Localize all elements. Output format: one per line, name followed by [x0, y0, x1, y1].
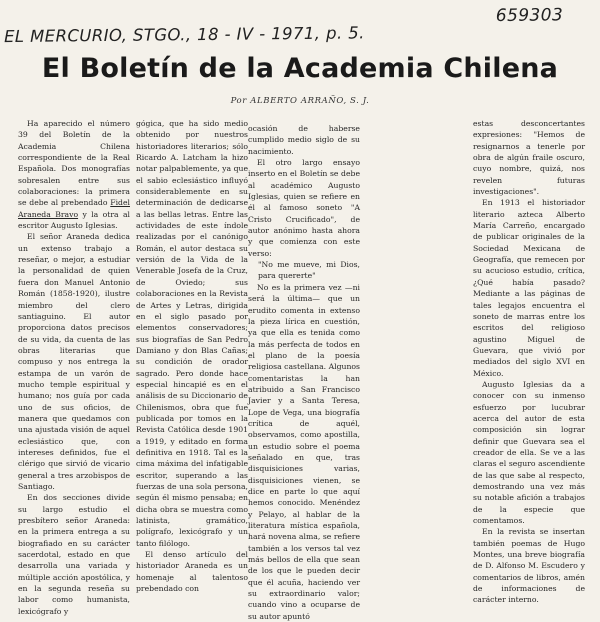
quoted-verse: "No me mueve, mi Dios, para quererte": [258, 260, 360, 281]
paragraph: El otro largo ensayo inserto en el Boletín se debe al académico Augusto Iglesias, quien se refiere en él al famoso soneto "A Cristo Crucificado", de autor anónimo hasta ahora y que comienza con este verso:: [248, 158, 360, 258]
article-column-1: [18, 118, 131, 616]
paragraph: No es la primera vez —ni será la última— que un erudito comenta in extenso la pieza lírica en cuestión, ya que ella es tenida como la más perfecta de todos en el plano de la poesía religiosa castellana. Algunos comentaristas la han atribuido a San Francisco Javier y a Santa Teresa, Lope de Vega, una biografía crítica de aquél, observamos, como apostilla, un estudio sobre el poema señalado en que, tras disquisiciones varias, disquisiciones vienen, se dice en parte lo que aquí hemos conocido. Menéndez y Pelayo, al hablar de la literatura mística española, hará novena alma, se refiere también a los versos tal vez más bellos de ella que sean de los que le pueden decir que él acuña, haciendo ver su extraordinario valor; cuando vino a ocuparse de su autor apuntó: [248, 282, 360, 621]
paragraph: Augusto Iglesias da a conocer con su inmenso esfuerzo por lucubrar acerca del autor de esta composición sin lograr definir que Guevara sea el creador de ella. Se ve a las claras el seguro ascendiente de las que sabe al respecto, demostrando una vez más su notable afición a trabajos de la especie que comentamos.: [473, 379, 585, 526]
paragraph: ocasión de haberse cumplido medio siglo de su nacimiento.: [248, 124, 360, 156]
paragraph: gógica, que ha sido medio obtenido por nuestros historiadores literarios; sólo Ricardo A. Latcham la hizo notar palpablemente, ya que el sabio eclesiástico influyó considerablemente en su determinación de dedicarse a las bellas letras. Entre las actividades de este índole realizadas por el canónigo Román, el autor destaca su versión de la Vida de la Venerable Josefa de la Cruz, de Oviedo; sus colaboraciones en la Revista de Artes y Letras, dirigida en el siglo pasado por elementos conservadores; sus biografías de San Pedro Damiano y don Blas Cañas; su condición de orador sagrado. Pero donde hace especial hincapié es en el análisis de su Diccionario de Chilenismos, obra que fue publicada por tomos en la Revista Católica desde 1901 a 1919, y editado en forma definitiva en 1918. Tal es la cima máxima del infatigable escritor, superando a las fuerzas de una sola persona, según él mismo pensaba; en dicha obra se muestra como latinista, gramático, polígrafo, lexicógrafo y un tanto filólogo.: [136, 119, 248, 548]
paragraph: En la revista se insertan también poemas de Hugo Montes, una breve biografía de D. Alfonso M. Escudero y comentarios de libros, amén de informaciones de carácter interno.: [473, 527, 585, 605]
paragraph: estas desconcertantes expresiones: "Hemos de resignarnos a tenerle por obra de algún fraile oscuro, cuyo nombre, quizá, nos revelen futuras investigaciones".: [473, 119, 585, 197]
article-column-4: [473, 118, 585, 605]
article-byline: Por ALBERTO ARRAÑO, S. J.: [230, 96, 370, 106]
article-column-2: [136, 118, 248, 594]
handwritten-citation: EL MERCURIO, STGO., 18 - IV - 1971, p. 5.: [3, 23, 365, 47]
paragraph: En dos secciones divide su largo estudio el presbítero señor Araneda: en la primera entrega a su biografiado en su carácter sacerdotal, estado en que desarrolla una variada y múltiple acción apostólica, y en la segunda reseña su labor como humanista, lexicógrafo y: [18, 493, 130, 616]
handwritten-source-note: [3, 5, 596, 49]
article-title: El Boletín de la Academia Chilena: [41, 53, 559, 84]
paragraph: [18, 118, 130, 231]
paragraph: En 1913 el historiador literario azteca Alberto María Carreño, encargado de publicar originales de la Sociedad Mexicana de Geografía, que remecen por su acucioso estudio, crítica, ¿Qué había pasado? Mediante a las páginas de tales legajos encuentra el soneto de marras entre los escritos del religioso agustino Miguel de Guevara, que vivió por mediados del siglo XVI en México.: [473, 198, 585, 378]
paragraph: El señor Araneda dedica un extenso trabajo a reseñar, o mejor, a estudiar la personalidad de quien fuera don Manuel Antonio Román (1858-1920), ilustre miembro del clero santiaguino. El autor proporciona datos precisos de su vida, da cuenta de las obras literarias que compuso y nos entrega la estampa de un varón de mucho temple espiritual y humano; nos guía por cada uno de sus oficios, de manera que quedamos con una ajustada visión de aquel eclesiástico que, con intereses definidos, fue el clérigo que sirvió de vicario general a tres arzobispos de Santiago.: [18, 232, 130, 491]
paragraph: El denso artículo del historiador Araneda es un homenaje al talentoso prebendado con: [136, 550, 248, 594]
paragraph-text: Ha aparecido el número 39 del Boletín de la Academia Chilena correspondiente de la Real Española. Dos monografías sobresalen entre sus colaboraciones: la primera se debe al prebendado: [18, 119, 130, 208]
paragraph-text: y la otra al escritor Augusto Iglesias.: [18, 209, 131, 231]
author-name-underlined: Fidel Araneda Bravo: [18, 198, 130, 219]
catalog-number: 659303: [495, 5, 564, 26]
article-column-3: [248, 123, 360, 621]
